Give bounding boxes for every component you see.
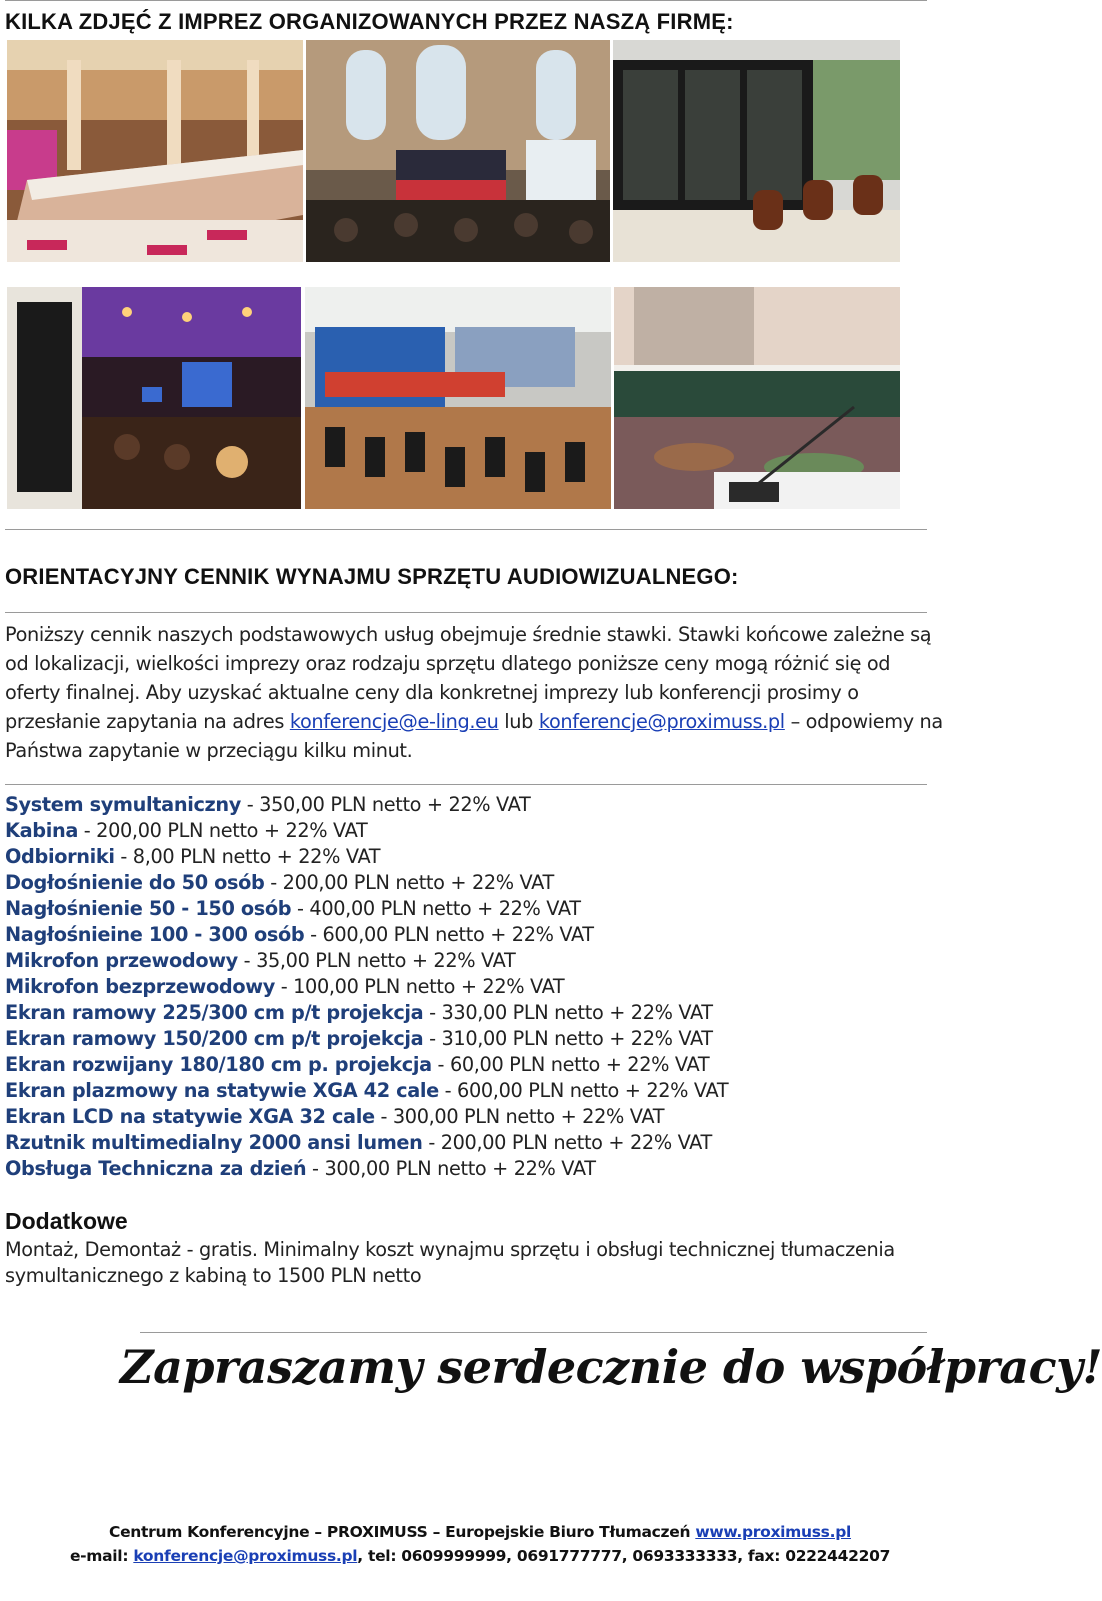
- intro-text-end: – odpowiemy na Państwa zapytanie w przeciągu kilku minut.: [5, 710, 943, 762]
- footer-line-1: [0, 1520, 960, 1544]
- item-price: - 200,00 PLN netto + 22% VAT: [422, 1131, 712, 1154]
- pricing-intro: [5, 620, 945, 765]
- extras-text: Montaż, Demontaż - gratis. Minimalny koszt wynajmu sprzętu i obsługi technicznej tłumaczenia symultanicznego z kabiną to 1500 PLN netto: [5, 1238, 895, 1287]
- item-price: - 310,00 PLN netto + 22% VAT: [423, 1027, 713, 1050]
- item-price: - 600,00 PLN netto + 22% VAT: [304, 923, 594, 946]
- intro-or: lub: [498, 710, 539, 733]
- item-name: Ekran plazmowy na statywie XGA 42 cale: [5, 1079, 439, 1102]
- exhibition-hall-photo: [305, 287, 611, 509]
- item-name: Ekran ramowy 150/200 cm p/t projekcja: [5, 1027, 424, 1050]
- item-price: - 300,00 PLN netto + 22% VAT: [374, 1105, 665, 1128]
- price-row: [5, 844, 945, 870]
- footer-email-link[interactable]: konferencje@proximuss.pl: [133, 1547, 358, 1565]
- item-name: Mikrofon przewodowy: [5, 949, 238, 972]
- footer-contacts: , tel: 0609999999, 0691777777, 0693333333, fax: 0222442207: [357, 1547, 891, 1565]
- extras-title: Dodatkowe: [5, 1208, 128, 1234]
- price-row: [5, 870, 945, 896]
- item-name: System symultaniczny: [5, 793, 242, 816]
- price-row: [5, 1052, 945, 1078]
- item-price: - 200,00 PLN netto + 22% VAT: [264, 871, 554, 894]
- item-name: Ekran rozwijany 180/180 cm p. projekcja: [5, 1053, 432, 1076]
- price-row: [5, 974, 945, 1000]
- price-row: [5, 922, 945, 948]
- intro-text: Poniższy cennik naszych podstawowych usług obejmuje średnie stawki. Stawki końcowe zależne są od lokalizacji, wielkości imprezy oraz rodzaju sprzętu dlatego poniższe ceny mogą różnić się od oferty finalnej. Aby uzyskać aktualne ceny dla konkretnej imprezy lub konferencji prosimy o przesłanie zapytania na adres: [5, 623, 932, 733]
- item-price: - 300,00 PLN netto + 22% VAT: [306, 1157, 596, 1180]
- pricing-heading: ORIENTACYJNY CENNIK WYNAJMU SPRZĘTU AUDIOWIZUALNEGO:: [5, 564, 739, 589]
- item-price: - 200,00 PLN netto + 22% VAT: [78, 819, 368, 842]
- website-link[interactable]: www.proximuss.pl: [695, 1523, 851, 1541]
- item-name: Mikrofon bezprzewodowy: [5, 975, 275, 998]
- item-price: - 35,00 PLN netto + 22% VAT: [237, 949, 516, 972]
- section-rule: [5, 784, 927, 785]
- price-list: [5, 792, 945, 1182]
- price-row: [5, 948, 945, 974]
- item-price: - 330,00 PLN netto + 22% VAT: [423, 1001, 713, 1024]
- price-row: [5, 1130, 945, 1156]
- item-name: Dogłośnienie do 50 osób: [5, 871, 265, 894]
- gallery-heading: KILKA ZDJĘĆ Z IMPREZ ORGANIZOWANYCH PRZEZ NASZĄ FIRMĘ:: [5, 9, 734, 34]
- item-name: Ekran ramowy 225/300 cm p/t projekcja: [5, 1001, 424, 1024]
- price-row: [5, 896, 945, 922]
- item-name: Nagłośnienie 50 - 150 osób: [5, 897, 292, 920]
- footer-line-2: [0, 1544, 960, 1568]
- slogan: Zapraszamy serdecznie do współpracy!: [120, 1340, 1102, 1394]
- item-name: Kabina: [5, 819, 79, 842]
- price-row: [5, 792, 945, 818]
- footer: [0, 1520, 960, 1568]
- item-name: Ekran LCD na statywie XGA 32 cale: [5, 1105, 375, 1128]
- item-price: - 600,00 PLN netto + 22% VAT: [438, 1079, 729, 1102]
- item-price: - 8,00 PLN netto + 22% VAT: [114, 845, 381, 868]
- conference-hall-photo: [7, 40, 303, 262]
- price-row: [5, 1000, 945, 1026]
- email-link-e-ling[interactable]: konferencje@e-ling.eu: [289, 710, 499, 733]
- item-price: - 400,00 PLN netto + 22% VAT: [291, 897, 581, 920]
- price-row: [5, 1026, 945, 1052]
- section-rule: [5, 612, 927, 613]
- slogan-rule: [140, 1332, 927, 1333]
- item-name: Nagłośnieine 100 - 300 osób: [5, 923, 305, 946]
- item-price: - 60,00 PLN netto + 22% VAT: [431, 1053, 710, 1076]
- price-row: [5, 1078, 945, 1104]
- item-price: - 100,00 PLN netto + 22% VAT: [274, 975, 565, 998]
- section-rule: [5, 529, 927, 530]
- item-name: Rzutnik multimedialny 2000 ansi lumen: [5, 1131, 423, 1154]
- email-link-proximuss[interactable]: konferencje@proximuss.pl: [538, 710, 785, 733]
- footer-email-label: e-mail:: [69, 1547, 134, 1565]
- price-row: [5, 1104, 945, 1130]
- round-table-microphone-photo: [614, 287, 900, 509]
- item-price: - 350,00 PLN netto + 22% VAT: [241, 793, 531, 816]
- historic-hall-photo: [306, 40, 610, 262]
- item-name: Odbiorniki: [5, 845, 115, 868]
- item-name: Obsługa Techniczna za dzień: [5, 1157, 307, 1180]
- ballroom-presentation-photo: [7, 287, 301, 509]
- footer-company: Centrum Konferencyjne – PROXIMUSS – Europejskie Biuro Tłumaczeń: [109, 1523, 696, 1541]
- interpreter-booths-photo: [613, 40, 900, 262]
- price-row: [5, 1156, 945, 1182]
- top-rule: [5, 0, 927, 1]
- price-row: [5, 818, 945, 844]
